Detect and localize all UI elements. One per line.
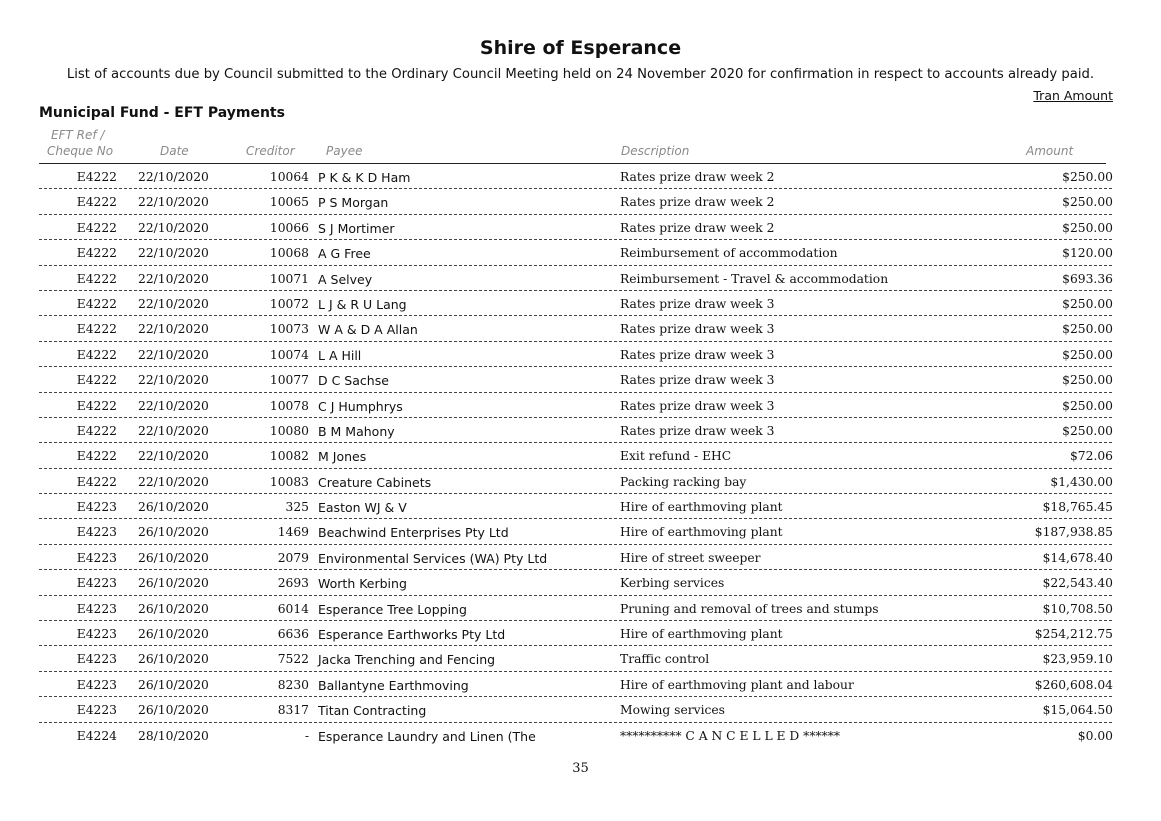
table-row bbox=[0, 164, 1161, 189]
row-payee: M Jones bbox=[318, 449, 367, 465]
row-amount: $250.00 bbox=[1062, 423, 1113, 438]
row-description: Mowing services bbox=[620, 703, 725, 718]
row-amount: $22,543.40 bbox=[1042, 576, 1113, 591]
row-ref: E4222 bbox=[76, 195, 117, 210]
row-description: Packing racking bay bbox=[620, 474, 747, 489]
row-description: Reimbursement - Travel & accommodation bbox=[620, 271, 889, 286]
table-row bbox=[0, 189, 1161, 214]
row-creditor: 1469 bbox=[277, 525, 309, 540]
row-description: Hire of earthmoving plant bbox=[620, 525, 783, 540]
row-ref: E4222 bbox=[76, 449, 117, 464]
row-amount: $23,959.10 bbox=[1042, 652, 1113, 667]
row-description: Rates prize draw week 3 bbox=[620, 423, 775, 438]
row-date: 26/10/2020 bbox=[138, 677, 209, 692]
row-payee: Easton WJ & V bbox=[318, 500, 407, 516]
row-amount: $693.36 bbox=[1062, 271, 1113, 286]
table-row bbox=[0, 240, 1161, 265]
table-row bbox=[0, 367, 1161, 392]
row-ref: E4222 bbox=[76, 474, 117, 489]
row-payee: P S Morgan bbox=[318, 195, 389, 211]
row-date: 22/10/2020 bbox=[138, 347, 209, 362]
row-ref: E4222 bbox=[76, 322, 117, 337]
row-amount: $18,765.45 bbox=[1042, 500, 1113, 515]
row-description: Rates prize draw week 3 bbox=[620, 373, 775, 388]
row-description: Rates prize draw week 3 bbox=[620, 322, 775, 337]
row-amount: $187,938.85 bbox=[1034, 525, 1113, 540]
table-row bbox=[0, 621, 1161, 646]
row-creditor: - bbox=[304, 728, 309, 743]
row-creditor: 10065 bbox=[269, 195, 309, 210]
row-creditor: 10072 bbox=[269, 296, 309, 311]
table-row bbox=[0, 266, 1161, 291]
row-description: Pruning and removal of trees and stumps bbox=[620, 601, 879, 616]
row-ref: E4222 bbox=[76, 296, 117, 311]
row-ref: E4222 bbox=[76, 170, 117, 184]
column-header-creditor: Creditor bbox=[246, 144, 295, 158]
row-description: Hire of street sweeper bbox=[620, 550, 761, 565]
row-payee: L J & R U Lang bbox=[318, 296, 407, 312]
row-creditor: 6014 bbox=[277, 601, 309, 616]
row-date: 26/10/2020 bbox=[138, 652, 209, 667]
row-amount: $250.00 bbox=[1062, 347, 1113, 362]
table-row bbox=[0, 596, 1161, 621]
row-amount: $250.00 bbox=[1062, 398, 1113, 413]
row-ref: E4222 bbox=[76, 423, 117, 438]
row-date: 22/10/2020 bbox=[138, 373, 209, 388]
row-amount: $14,678.40 bbox=[1042, 550, 1113, 565]
row-creditor: 10068 bbox=[269, 246, 309, 261]
row-date: 22/10/2020 bbox=[138, 423, 209, 438]
table-row bbox=[0, 494, 1161, 519]
row-ref: E4222 bbox=[76, 347, 117, 362]
row-ref: E4223 bbox=[76, 550, 117, 565]
row-description: Kerbing services bbox=[620, 576, 725, 591]
row-description: Rates prize draw week 2 bbox=[620, 220, 775, 235]
row-payee: Worth Kerbing bbox=[318, 576, 407, 592]
row-creditor: 325 bbox=[285, 500, 309, 515]
row-creditor: 10078 bbox=[269, 398, 309, 413]
row-payee: W A & D A Allan bbox=[318, 322, 418, 338]
row-creditor: 2079 bbox=[277, 550, 309, 565]
row-payee: Creature Cabinets bbox=[318, 474, 432, 490]
row-payee: S J Mortimer bbox=[318, 220, 395, 236]
row-payee: L A Hill bbox=[318, 347, 362, 363]
row-ref: E4223 bbox=[76, 601, 117, 616]
row-creditor: 10080 bbox=[269, 423, 309, 438]
row-date: 28/10/2020 bbox=[138, 728, 209, 743]
row-payee: A Selvey bbox=[318, 271, 373, 287]
row-ref: E4223 bbox=[76, 627, 117, 642]
row-date: 26/10/2020 bbox=[138, 601, 209, 616]
row-creditor: 10083 bbox=[269, 474, 309, 489]
row-date: 22/10/2020 bbox=[138, 296, 209, 311]
row-payee: Esperance Earthworks Pty Ltd bbox=[318, 627, 506, 643]
row-ref: E4223 bbox=[76, 525, 117, 540]
row-amount: $250.00 bbox=[1062, 373, 1113, 388]
table-row bbox=[0, 393, 1161, 418]
page-title: Shire of Esperance bbox=[479, 37, 682, 59]
row-creditor: 7522 bbox=[277, 652, 309, 667]
table-row bbox=[0, 723, 1161, 748]
row-date: 26/10/2020 bbox=[138, 525, 209, 540]
row-creditor: 10077 bbox=[269, 373, 309, 388]
row-date: 22/10/2020 bbox=[138, 271, 209, 286]
row-date: 26/10/2020 bbox=[138, 500, 209, 515]
row-date: 22/10/2020 bbox=[138, 449, 209, 464]
row-amount: $254,212.75 bbox=[1034, 627, 1113, 642]
row-date: 22/10/2020 bbox=[138, 220, 209, 235]
payments-table bbox=[0, 164, 1161, 748]
row-payee: P K & K D Ham bbox=[318, 170, 411, 185]
row-amount: $120.00 bbox=[1062, 246, 1113, 261]
table-row bbox=[0, 646, 1161, 671]
row-amount: $250.00 bbox=[1062, 195, 1113, 210]
row-ref: E4222 bbox=[76, 220, 117, 235]
row-description: Hire of earthmoving plant bbox=[620, 500, 783, 515]
row-ref: E4222 bbox=[76, 246, 117, 261]
row-description: Rates prize draw week 3 bbox=[620, 347, 775, 362]
row-amount: $260,608.04 bbox=[1034, 677, 1113, 692]
row-creditor: 10071 bbox=[269, 271, 309, 286]
row-description: Hire of earthmoving plant bbox=[620, 627, 783, 642]
table-row bbox=[0, 418, 1161, 443]
table-row bbox=[0, 545, 1161, 570]
row-description: Rates prize draw week 3 bbox=[620, 398, 775, 413]
row-amount: $250.00 bbox=[1062, 322, 1113, 337]
row-creditor: 8317 bbox=[277, 703, 309, 718]
table-row bbox=[0, 697, 1161, 722]
row-payee: Beachwind Enterprises Pty Ltd bbox=[318, 525, 509, 541]
row-creditor: 10082 bbox=[269, 449, 309, 464]
column-header-description: Description bbox=[621, 144, 690, 158]
row-date: 22/10/2020 bbox=[138, 195, 209, 210]
row-ref: E4223 bbox=[76, 703, 117, 718]
row-payee: Titan Contracting bbox=[318, 703, 427, 719]
row-date: 22/10/2020 bbox=[138, 322, 209, 337]
row-payee: Ballantyne Earthmoving bbox=[318, 677, 469, 693]
row-payee: C J Humphrys bbox=[318, 398, 403, 414]
row-amount: $15,064.50 bbox=[1042, 703, 1113, 718]
column-header-date: Date bbox=[160, 144, 189, 158]
row-payee: Jacka Trenching and Fencing bbox=[318, 652, 496, 668]
table-row bbox=[0, 215, 1161, 240]
row-description: Rates prize draw week 3 bbox=[620, 296, 775, 311]
row-description: Reimbursement of accommodation bbox=[620, 246, 838, 261]
row-amount: $10,708.50 bbox=[1042, 601, 1113, 616]
column-header-ref-line2: Cheque No bbox=[47, 144, 114, 158]
tran-amount-label: Tran Amount bbox=[1033, 88, 1113, 103]
row-creditor: 10066 bbox=[269, 220, 309, 235]
row-date: 26/10/2020 bbox=[138, 627, 209, 642]
row-ref: E4222 bbox=[76, 271, 117, 286]
row-date: 26/10/2020 bbox=[138, 550, 209, 565]
column-header-amount: Amount bbox=[1026, 144, 1074, 158]
column-header-payee: Payee bbox=[326, 144, 363, 158]
row-amount: $250.00 bbox=[1062, 220, 1113, 235]
row-description: Traffic control bbox=[620, 652, 710, 667]
row-ref: E4224 bbox=[76, 728, 117, 743]
row-creditor: 2693 bbox=[277, 576, 309, 591]
table-row bbox=[0, 672, 1161, 697]
row-date: 22/10/2020 bbox=[138, 246, 209, 261]
table-row bbox=[0, 291, 1161, 316]
row-description: Hire of earthmoving plant and labour bbox=[620, 677, 854, 692]
row-date: 22/10/2020 bbox=[138, 474, 209, 489]
row-amount: $250.00 bbox=[1062, 170, 1113, 184]
row-date: 22/10/2020 bbox=[138, 398, 209, 413]
row-payee: A G Free bbox=[318, 246, 371, 262]
row-payee: Esperance Tree Lopping bbox=[318, 601, 467, 617]
page-subtitle: List of accounts due by Council submitted to the Ordinary Council Meeting held on 24 November 2020 for confirmation in respect to accounts already paid. bbox=[66, 67, 1095, 82]
row-ref: E4222 bbox=[76, 398, 117, 413]
row-description: Rates prize draw week 2 bbox=[620, 170, 775, 184]
table-row bbox=[0, 316, 1161, 341]
row-payee: Esperance Laundry and Linen (The bbox=[318, 728, 536, 744]
row-payee: B M Mahony bbox=[318, 423, 395, 439]
row-ref: E4223 bbox=[76, 576, 117, 591]
table-row bbox=[0, 469, 1161, 494]
row-payee: Environmental Services (WA) Pty Ltd bbox=[318, 550, 548, 566]
row-amount: $250.00 bbox=[1062, 296, 1113, 311]
row-payee: D C Sachse bbox=[318, 373, 389, 389]
table-row bbox=[0, 443, 1161, 468]
section-heading: Municipal Fund - EFT Payments bbox=[39, 105, 285, 121]
table-row bbox=[0, 342, 1161, 367]
row-ref: E4222 bbox=[76, 373, 117, 388]
row-date: 26/10/2020 bbox=[138, 576, 209, 591]
row-date: 26/10/2020 bbox=[138, 703, 209, 718]
row-amount: $72.06 bbox=[1069, 449, 1113, 464]
row-amount: $1,430.00 bbox=[1050, 474, 1113, 489]
row-ref: E4223 bbox=[76, 652, 117, 667]
row-date: 22/10/2020 bbox=[138, 170, 209, 184]
column-header-ref-line1: EFT Ref / bbox=[51, 128, 105, 142]
row-creditor: 10074 bbox=[269, 347, 309, 362]
row-amount: $0.00 bbox=[1077, 728, 1113, 743]
row-ref: E4223 bbox=[76, 677, 117, 692]
table-row bbox=[0, 570, 1161, 595]
row-description: ********** C A N C E L L E D ****** bbox=[620, 728, 841, 743]
row-description: Rates prize draw week 2 bbox=[620, 195, 775, 210]
row-creditor: 6636 bbox=[277, 627, 309, 642]
row-creditor: 8230 bbox=[277, 677, 309, 692]
row-description: Exit refund - EHC bbox=[620, 449, 732, 464]
table-row bbox=[0, 519, 1161, 544]
page-number: 35 bbox=[572, 761, 589, 776]
row-creditor: 10073 bbox=[269, 322, 309, 337]
row-creditor: 10064 bbox=[269, 170, 309, 184]
row-ref: E4223 bbox=[76, 500, 117, 515]
